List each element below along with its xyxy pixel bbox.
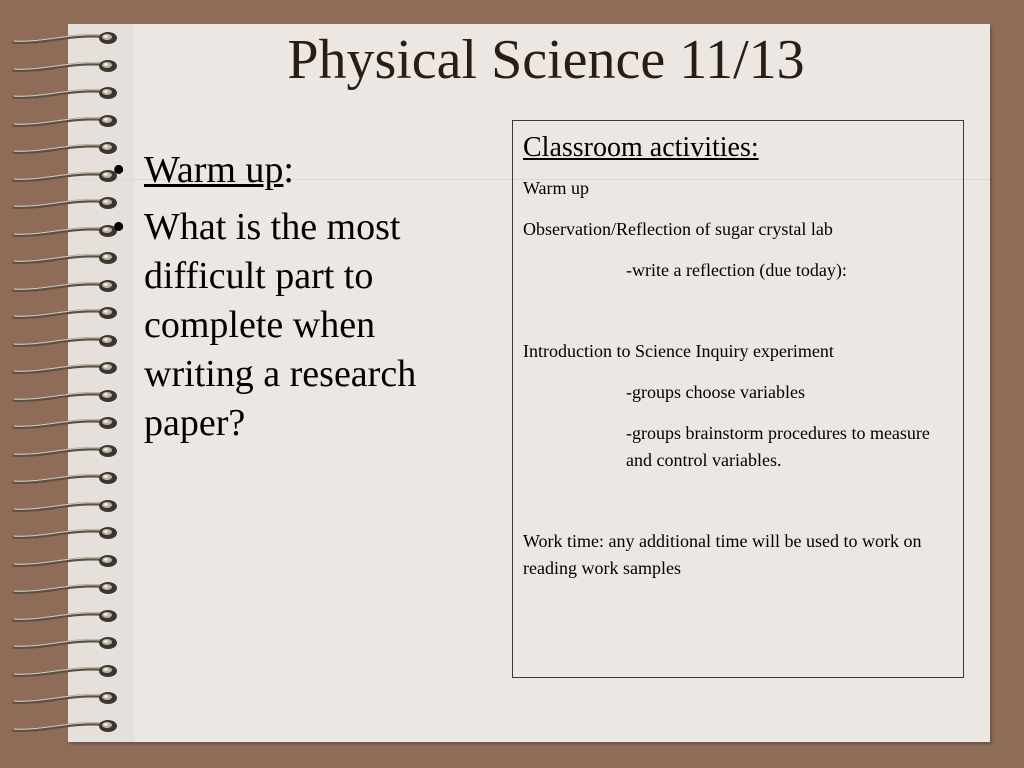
spiral-coil-icon (10, 580, 128, 598)
bullet-question (112, 203, 492, 448)
spiral-coil-icon (10, 333, 128, 351)
bullet-warm-up (112, 146, 492, 195)
spiral-coil-icon (10, 415, 128, 433)
spiral-coil-icon (10, 443, 128, 461)
spiral-coil-icon (10, 608, 128, 626)
spiral-coil-icon (10, 718, 128, 736)
spiral-coil-icon (10, 635, 128, 653)
warm-up-label: Warm up (144, 149, 284, 191)
spiral-coil-icon (10, 690, 128, 708)
activity-subline: -groups brainstorm procedures to measure and control variables. (626, 423, 930, 470)
spiral-coil-icon (10, 195, 128, 213)
spiral-coil-icon (10, 278, 128, 296)
activity-line: Work time: any additional time will be used to work on reading work samples (523, 531, 922, 578)
spiral-coil-icon (10, 498, 128, 516)
spiral-coil-icon (10, 140, 128, 158)
spiral-coil-icon (10, 168, 128, 186)
spiral-coil-icon (10, 223, 128, 241)
spiral-coil-icon (10, 305, 128, 323)
bullet-dot-icon: • (112, 149, 126, 191)
bullet-list (112, 146, 492, 456)
spiral-coil-icon (10, 525, 128, 543)
spiral-coil-icon (10, 470, 128, 488)
spiral-coil-icon (10, 113, 128, 131)
activity-subline: -groups choose variables (626, 382, 805, 402)
activity-line: Introduction to Science Inquiry experiment (523, 341, 834, 361)
activity-line: Warm up (523, 178, 590, 198)
spiral-coil-icon (10, 388, 128, 406)
warm-up-colon: : (283, 149, 294, 191)
activities-box (512, 120, 964, 678)
bullet-dot-icon: • (112, 206, 126, 248)
question-text: What is the most difficult part to complete when writing a research paper? (144, 206, 417, 444)
spiral-coil-icon (10, 553, 128, 571)
slide-title: Physical Science 11/13 (287, 29, 805, 91)
activity-line: Observation/Reflection of sugar crystal lab (523, 219, 833, 239)
activities-heading: Classroom activities: (523, 132, 759, 163)
activity-subline: -write a reflection (due today): (626, 260, 847, 280)
spiral-coil-icon (10, 250, 128, 268)
spiral-coil-icon (10, 663, 128, 681)
spiral-coil-icon (10, 360, 128, 378)
spiral-binding-icon (0, 0, 130, 768)
